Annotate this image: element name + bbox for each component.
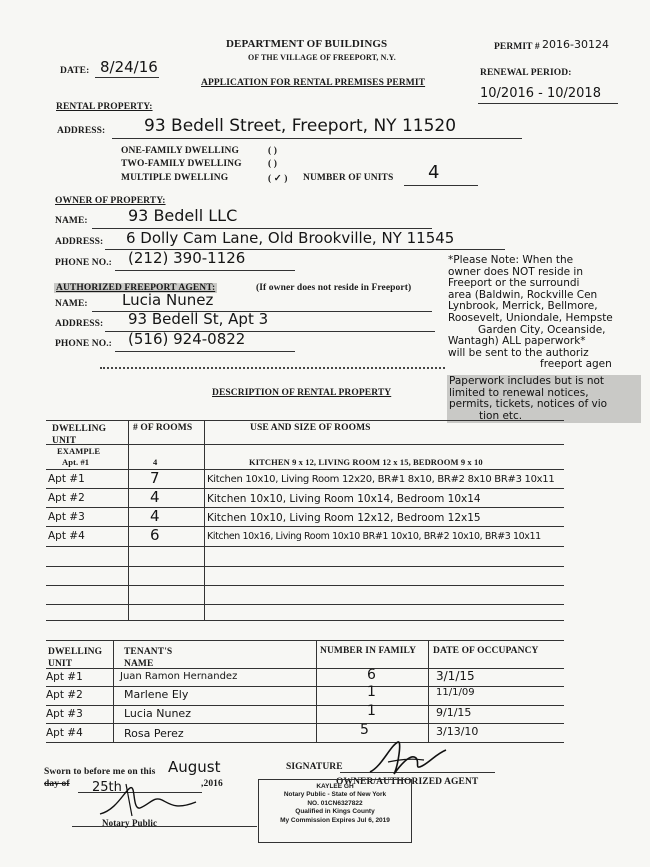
agent-name-value: Lucia Nunez: [122, 291, 214, 309]
rental-address-label: ADDRESS:: [57, 126, 106, 136]
tenant-row-date: 11/1/09: [436, 687, 475, 698]
owner-address-label: ADDRESS:: [55, 237, 104, 247]
stamp-line: Notary Public - State of New York: [283, 791, 387, 799]
dwelling-type-one: ONE-FAMILY DWELLING: [121, 146, 239, 156]
desc-row-unit: Apt #3: [48, 511, 85, 523]
sworn-year: ,2016: [201, 779, 223, 789]
agent-phone-value: (516) 924-0822: [128, 330, 246, 348]
agent-address-label: ADDRESS:: [55, 319, 104, 329]
renewal-value: 10/2016 - 10/2018: [480, 86, 601, 101]
dwelling-type-two-checkbox[interactable]: ( ): [268, 159, 278, 169]
renewal-label: RENEWAL PERIOD:: [480, 68, 572, 78]
side-note-line: Wantagh) ALL paperwork*: [448, 335, 586, 348]
owner-name-label: NAME:: [55, 216, 88, 226]
col-dwelling-unit: DWELLING UNIT: [52, 424, 107, 446]
tenant-row-name: Juan Ramon Hernandez: [120, 671, 238, 682]
col-use-size: USE AND SIZE OF ROOMS: [250, 423, 371, 433]
side-note-line: Roosevelt, Uniondale, Hempste: [448, 311, 613, 324]
signature-role: OWNER/AUTHORIZED AGENT: [336, 777, 479, 787]
desc-row-rooms: 4: [150, 488, 160, 506]
sworn-text: Sworn to before me on this: [44, 767, 156, 777]
desc-row-use: Kitchen 10x10, Living Room 12x12, Bedroom 12x15: [207, 512, 481, 524]
desc-row-use: Kitchen 10x10, Living Room 12x20, BR#1 8x10, BR#2 8x10 BR#3 10x11: [207, 474, 555, 485]
notary-stamp: [258, 779, 412, 843]
permit-label: PERMIT #: [494, 42, 540, 52]
example-label: EXAMPLE: [57, 446, 101, 456]
day-value: 25th: [92, 780, 122, 795]
side-note-line: owner does NOT reside in: [448, 265, 583, 278]
date-label: DATE:: [60, 66, 90, 76]
stamp-line: KAYLEE GH: [316, 783, 354, 790]
side-note-paperwork-line: Paperwork includes but is not: [449, 375, 605, 387]
side-note-line: area (Baldwin, Rockville Cen: [448, 288, 598, 301]
tenant-col-date: DATE OF OCCUPANCY: [433, 646, 539, 656]
tenant-row-unit: Apt #3: [46, 708, 83, 720]
tenant-col-unit: DWELLING UNIT: [48, 647, 103, 669]
notary-label: Notary Public: [102, 818, 158, 828]
owner-address-value: 6 Dolly Cam Lane, Old Brookville, NY 11545: [126, 229, 455, 247]
desc-row-use: Kitchen 10x16, Living Room 10x10 BR#1 10x10, BR#2 10x10, BR#3 10x11: [207, 531, 541, 542]
village-subtitle: OF THE VILLAGE OF FREEPORT, N.Y.: [248, 53, 396, 62]
form-title: APPLICATION FOR RENTAL PREMISES PERMIT: [201, 78, 426, 88]
side-note-paperwork-line: limited to renewal notices,: [449, 386, 589, 399]
permit-value: 2016-30124: [542, 38, 609, 51]
dwelling-type-one-checkbox[interactable]: ( ): [268, 146, 278, 156]
side-note-line: Lynbrook, Merrick, Bellmore,: [448, 300, 598, 313]
desc-row-rooms: 4: [150, 507, 160, 525]
rental-property-heading: RENTAL PROPERTY:: [56, 102, 153, 112]
example-unit: Apt. #1: [62, 457, 90, 467]
side-note-line: Garden City, Oceanside,: [478, 323, 606, 336]
tenant-row-unit: Apt #1: [46, 671, 83, 683]
desc-row-rooms: 6: [150, 526, 160, 544]
desc-row-unit: Apt #2: [48, 492, 85, 504]
tenant-row-unit: Apt #2: [46, 689, 83, 701]
tenant-row-date: 3/13/10: [436, 725, 479, 738]
example-use: KITCHEN 9 x 12, LIVING ROOM 12 x 15, BEDROOM 9 x 10: [249, 457, 483, 467]
dwelling-type-two: TWO-FAMILY DWELLING: [121, 159, 242, 169]
tenant-row-name: Lucia Nunez: [124, 707, 191, 720]
description-title: DESCRIPTION OF RENTAL PROPERTY: [212, 388, 392, 398]
tenant-row-name: Marlene Ely: [124, 688, 189, 701]
side-note-line: will be sent to the authoriz: [448, 346, 589, 359]
tenant-row-name: Rosa Perez: [124, 727, 184, 740]
owner-phone-value: (212) 390-1126: [128, 249, 246, 267]
tenant-row-family: 1: [367, 684, 376, 700]
day-label: day of: [44, 779, 70, 789]
stamp-line: My Commission Expires Jul 6, 2019: [280, 816, 390, 824]
example-rooms: 4: [153, 457, 158, 467]
units-label: NUMBER OF UNITS: [303, 173, 394, 183]
tenant-row-date: 3/1/15: [436, 669, 475, 683]
agent-name-label: NAME:: [55, 299, 88, 309]
tenant-row-family: 5: [360, 722, 369, 738]
side-note-paperwork-line: tion etc.: [479, 409, 523, 422]
stamp-line: Qualified in Kings County: [295, 808, 375, 816]
sworn-month: August: [168, 758, 221, 776]
tenant-col-name: TENANT'S NAME: [124, 647, 173, 669]
tenant-row-unit: Apt #4: [46, 727, 83, 739]
owner-phone-label: PHONE NO.:: [55, 258, 112, 268]
dwelling-type-multiple: MULTIPLE DWELLING: [121, 173, 229, 183]
desc-row-unit: Apt #1: [48, 473, 85, 485]
date-value: 8/24/16: [100, 58, 158, 76]
owner-name-value: 93 Bedell LLC: [128, 206, 238, 225]
owner-signature: [364, 736, 454, 780]
desc-row-rooms: 7: [150, 469, 160, 487]
side-note-paperwork-line: permits, tickets, notices of vio: [449, 398, 608, 411]
agent-phone-label: PHONE NO.:: [55, 339, 112, 349]
tenant-row-family: 1: [367, 703, 376, 719]
tenant-row-family: 6: [367, 667, 376, 683]
col-rooms: # OF ROOMS: [133, 423, 193, 433]
owner-heading: OWNER OF PROPERTY:: [55, 196, 166, 206]
department-title: DEPARTMENT OF BUILDINGS: [226, 38, 388, 50]
tenant-row-date: 9/1/15: [436, 706, 472, 719]
rental-address-value: 93 Bedell Street, Freeport, NY 11520: [144, 116, 457, 136]
side-note-paperwork: [447, 375, 641, 423]
agent-address-value: 93 Bedell St, Apt 3: [128, 310, 269, 328]
signature-label: SIGNATURE: [286, 762, 343, 772]
side-note-line: *Please Note: When the: [448, 254, 574, 266]
side-note-line: Freeport or the surroundi: [448, 277, 580, 290]
desc-row-use: Kitchen 10x10, Living Room 10x14, Bedroom 10x14: [207, 493, 481, 505]
stamp-line: NO. 01CN6327822: [307, 799, 363, 807]
agent-heading: AUTHORIZED FREEPORT AGENT:: [56, 283, 216, 293]
agent-heading-note: (If owner does not reside in Freeport): [256, 283, 412, 293]
side-note-line: freeport agen: [540, 358, 612, 371]
tenant-col-family: NUMBER IN FAMILY: [320, 646, 417, 656]
side-note: [448, 255, 613, 371]
notary-signature: [96, 782, 206, 822]
dwelling-type-multiple-checkbox[interactable]: ( ✓ ): [268, 174, 288, 184]
units-value: 4: [428, 162, 440, 183]
desc-row-unit: Apt #4: [48, 530, 85, 542]
